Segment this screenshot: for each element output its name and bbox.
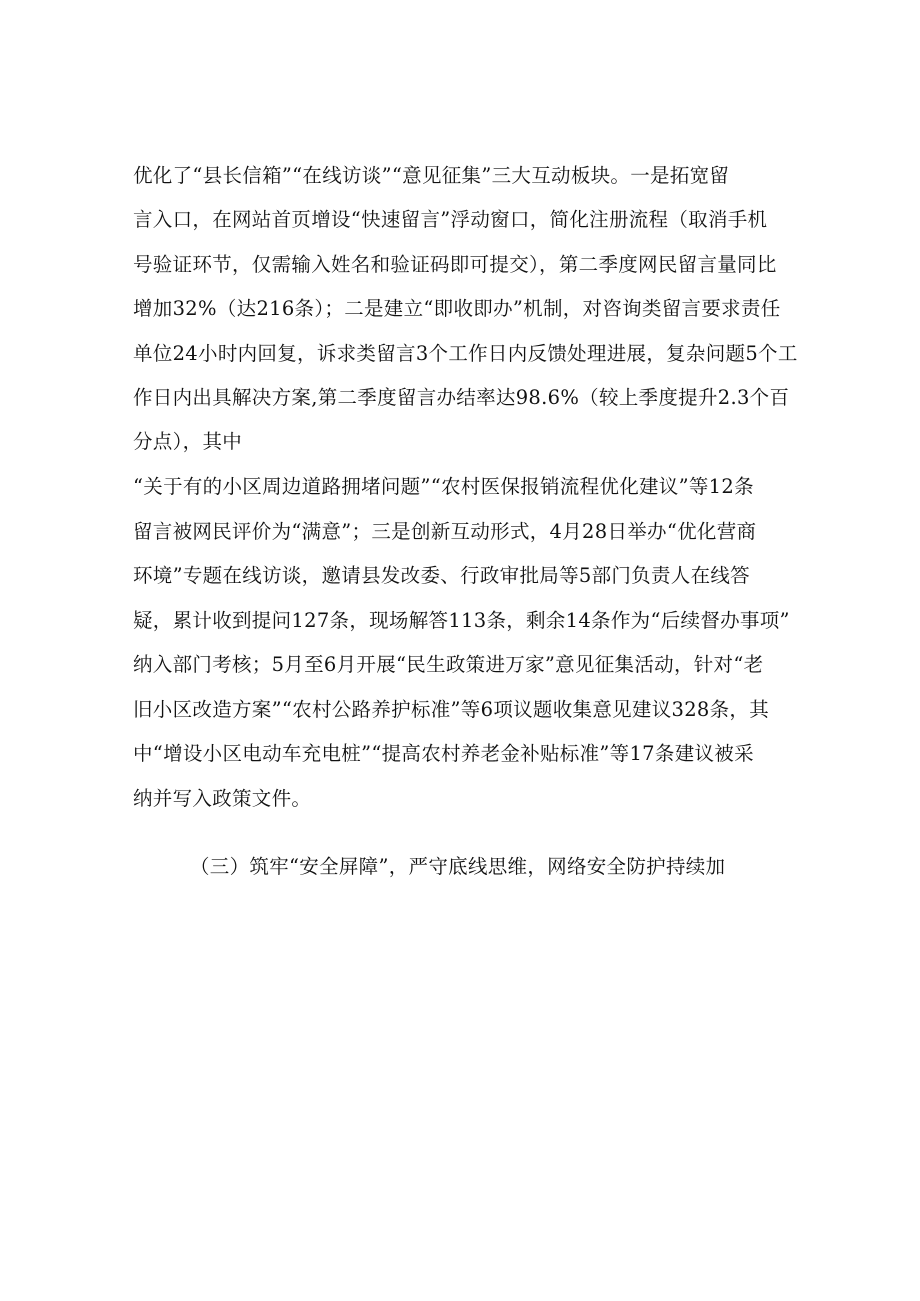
- paragraph-line: 作日内出具解决方案,第二季度留言办结率达98.6%（较上季度提升2.3个百: [133, 386, 790, 409]
- paragraph-line: 单位24小时内回复，诉求类留言3个工作日内反馈处理进展，复杂问题5个工: [133, 342, 798, 365]
- paragraph-line: 增加32%（达216条）；二是建立“即收即办”机制，对咨询类留言要求责任: [133, 297, 781, 320]
- section-heading: （三）筑牢“安全屏障”，严守底线思维，网络安全防护持续加: [190, 855, 726, 878]
- paragraph-line: 分点），其中: [133, 430, 243, 453]
- paragraph-line: 疑，累计收到提问127条，现场解答113条，剩余14条作为“后续督办事项”: [133, 609, 790, 632]
- paragraph-line: 纳并写入政策文件。: [133, 787, 312, 810]
- paragraph-line: 纳入部门考核；5月至6月开展“民生政策进万家”意见征集活动，针对“老: [133, 653, 764, 676]
- paragraph-line: 中“增设小区电动车充电桩”“提高农村养老金补贴标准”等17条建议被采: [133, 742, 754, 765]
- paragraph-line: 环境”专题在线访谈，邀请县发改委、行政审批局等5部门负责人在线答: [133, 564, 750, 587]
- paragraph-line: 留言被网民评价为“满意”；三是创新互动形式，4月28日举办“优化营商: [133, 520, 757, 543]
- paragraph-line: 旧小区改造方案”“农村公路养护标准”等6项议题收集意见建议328条，其: [133, 698, 770, 721]
- paragraph-line: 言入口，在网站首页增设“快速留言”浮动窗口，简化注册流程（取消手机: [133, 208, 768, 231]
- paragraph-line: 优化了“县长信箱”“在线访谈”“意见征集”三大互动板块。一是拓宽留: [133, 164, 730, 187]
- paragraph-line: 号验证环节，仅需输入姓名和验证码即可提交），第二季度网民留言量同比: [133, 253, 777, 276]
- paragraph-line: “关于有的小区周边道路拥堵问题”“农村医保报销流程优化建议”等12条: [133, 475, 754, 498]
